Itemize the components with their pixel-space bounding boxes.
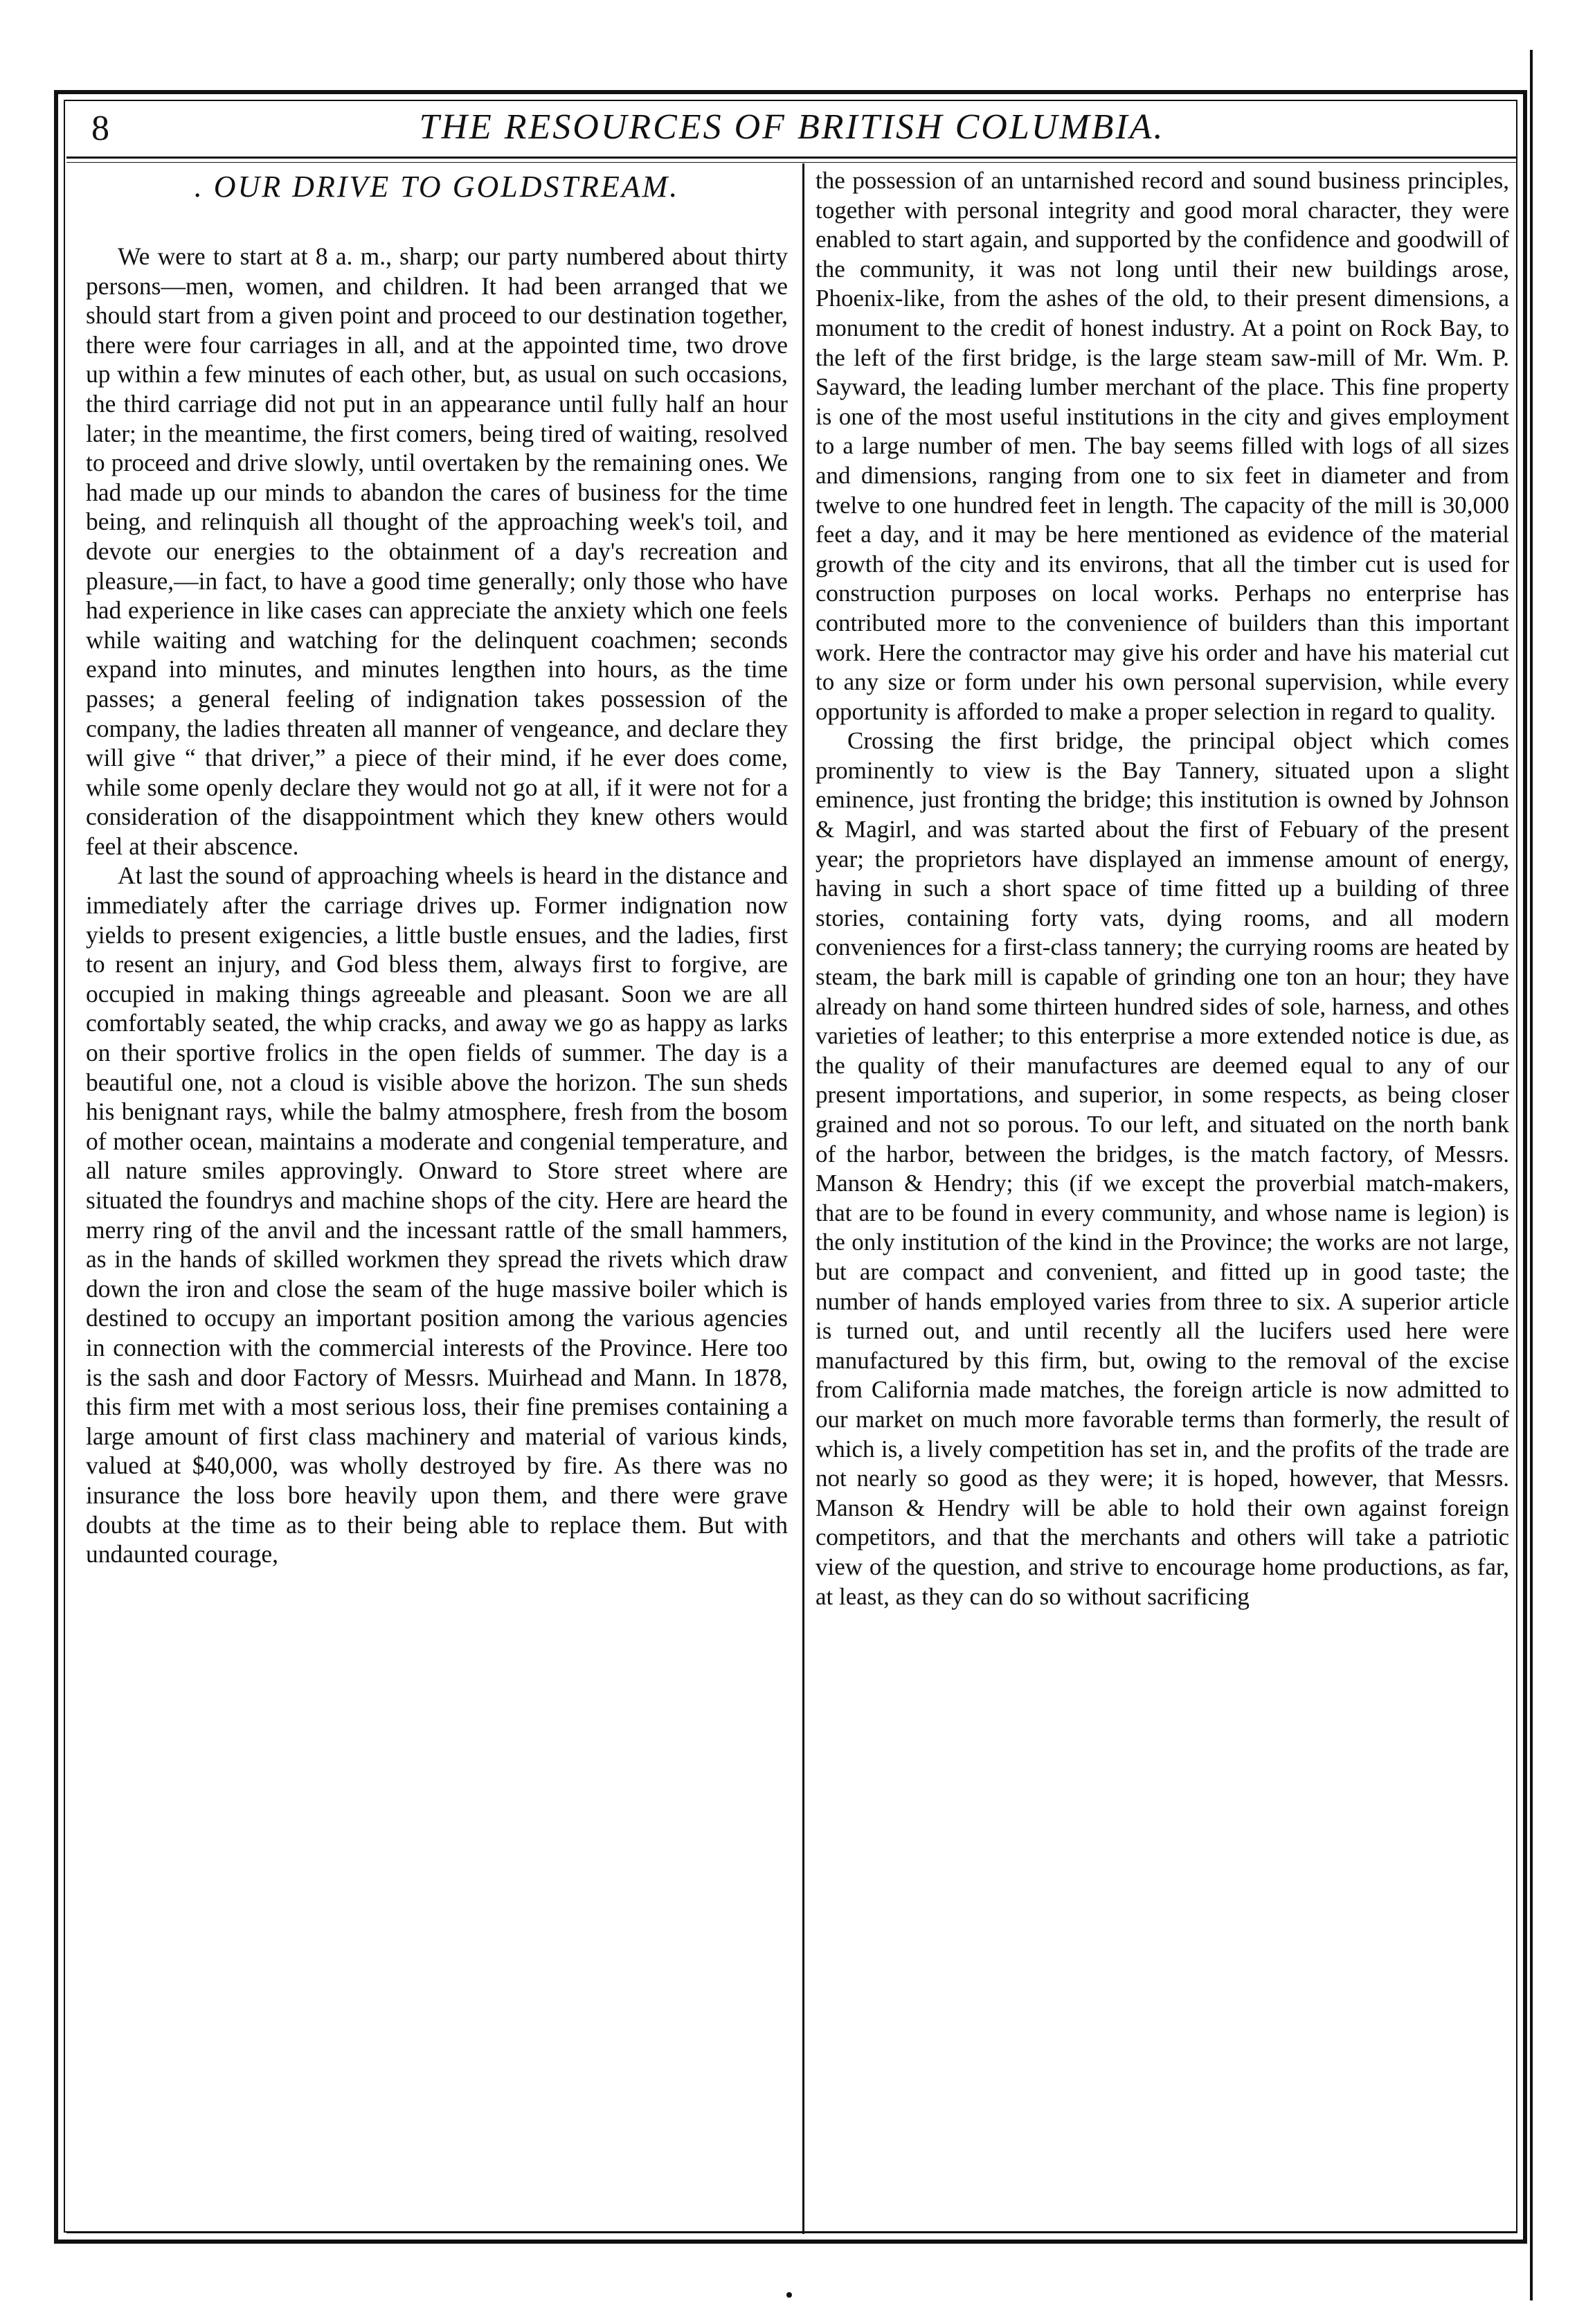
left-column [86, 166, 788, 2230]
running-title: THE RESOURCES OF BRITISH COLUMBIA. [419, 107, 1165, 147]
footer-dot [786, 2292, 792, 2298]
column-divider [802, 163, 804, 2234]
paragraph: the possession of an untarnished record and sound business principles, together with personal integrity and good moral character, they were enabled to start again, and supported by the confidence and goodwill of the community, it was not long until their new buildings arose, Phoenix-like, from the ashes of the old, to their present dimensions, a monument to the credit of honest industry. At a point on Rock Bay, to the left of the first bridge, is the large steam saw-mill of Mr. Wm. P. Sayward, the leading lumber merchant of the place. This fine property is one of the most useful institutions in the city and gives employment to a large number of men. The bay seems filled with logs of all sizes and dimensions, ranging from one to six feet in diameter and from twelve to one hundred feet in length. The capacity of the mill is 30,000 feet a day, and it may be here mentioned as evidence of the material growth of the city and its environs, that all the timber cut is used for construction purposes on local works. Perhaps no enterprise has contributed more to the convenience of builders than this important work. Here the contractor may give his order and have his material cut to any size or form under his own personal supervision, while every opportunity is afforded to make a proper selection in regard to quality. [815, 167, 1509, 725]
paragraph: We were to start at 8 a. m., sharp; our party numbered about thirty persons—men, women, and children. It had been arranged that we should start from a given point and proceed to our destination together, there were four carriages in all, and at the appointed time, two drove up within a few minutes of each other, but, as usual on such occasions, the third carriage did not put in an appearance until fully half an hour later; in the meantime, the first comers, being tired of waiting, resolved to proceed and drive slowly, until overtaken by the remaining ones. We had made up our minds to abandon the cares of business for the time being, and relinquish all thought of the approaching week's toil, and devote our energies to the obtainment of a day's recreation and pleasure,—in fact, to have a good time generally; only those who have had experience in like cases can appreciate the anxiety which one feels while waiting and watching for the delinquent coachmen; seconds expand into minutes, and minutes lengthen into hours, as the time passes; a general feeling of indignation takes possession of the company, the ladies threaten all manner of vengeance, and declare they will give “ that driver,” a piece of their mind, if he ever does come, while some openly declare they would not go at all, if it were not for a consideration of the disappointment which they knew others would feel at their abscence. [86, 242, 788, 860]
outer-right-rule [1530, 50, 1533, 2300]
paragraph: Crossing the first bridge, the principal object which comes prominently to view is the Bay Tannery, situated upon a slight eminence, just fronting the bridge; this institution is owned by Johnson & Magirl, and was started about the first of Febuary of the present year; the proprietors have displayed an immense amount of energy, having in such a short space of time fitted up a building of three stories, containing forty vats, dying rooms, and all modern conveniences for a first-class tannery; the currying rooms are heated by steam, the bark mill is capable of grinding one ton an hour; they have already on hand some thirteen hundred sides of sole, harness, and othes varieties of leather; to this enterprise a more extended notice is due, as the quality of their manufactures are deemed equal to any of our present importations, and superior, in some respects, as being closer grained and not so porous. To our left, and situated on the north bank of the harbor, between the bridges, is the match factory, of Messrs. Manson & Hendry; this (if we except the proverbial match-makers, that are to be found in every community, and whose name is legion) is the only institution of the kind in the Province; the works are not large, but are compact and convenient, and fitted up in good taste; the number of hands employed varies from three to six. A superior article is turned out, and until recently all the lucifers used here were manufactured by this firm, but, owing to the removal of the excise from California made matches, the foreign article is now admitted to our market on much more favorable terms than formerly, the result of which is, a lively competition has set in, and the profits of the trade are not nearly so good as they were; it is hoped, however, that Messrs. Manson & Hendry will be able to hold their own against foreign competitors, and that the merchants and others will take a patriotic view of the question, and strive to encourage home productions, as far, at least, as they can do so without sacrificing [815, 727, 1509, 1610]
page-number: 8 [91, 109, 109, 148]
header-rule [66, 157, 1517, 159]
article-title: . OUR DRIVE TO GOLDSTREAM. [194, 170, 680, 204]
paragraph: At last the sound of approaching wheels is heard in the distance and immediately after the carriage drives up. Former indignation now yields to present exigencies, a little bustle ensues, and the ladies, first to resent an injury, and God bless them, always first to forgive, are occupied in making things agreeable and pleasant. Soon we are all comfortably seated, the whip cracks, and away we go as happy as larks on their sportive frolics in the open fields of summer. The day is a beautiful one, not a cloud is visible above the horizon. The sun sheds his benignant rays, while the balmy atmosphere, fresh from the bosom of mother ocean, maintains a moderate and congenial temperature, and all nature smiles approvingly. Onward to Store street where are situated the foundrys and machine shops of the city. Here are heard the merry ring of the anvil and the incessant rattle of the small hammers, as in the hands of skilled workmen they spread the rivets which draw down the iron and close the seam of the huge massive boiler which is destined to occupy an important position among the various agencies in connection with the commercial interests of the Province. Here too is the sash and door Factory of Messrs. Muirhead and Mann. In 1878, this firm met with a most serious loss, their fine premises containing a large amount of first class machinery and material of various kinds, valued at $40,000, was wholly destroyed by fire. As there was no insurance the loss bore heavily upon them, and there were grave doubts at the time as to their being able to replace them. But with undaunted courage, [86, 861, 788, 1568]
right-column [815, 166, 1509, 2230]
bottom-rule [66, 2231, 1517, 2233]
page-header [66, 104, 1517, 152]
header-rule-thin [66, 162, 1517, 163]
